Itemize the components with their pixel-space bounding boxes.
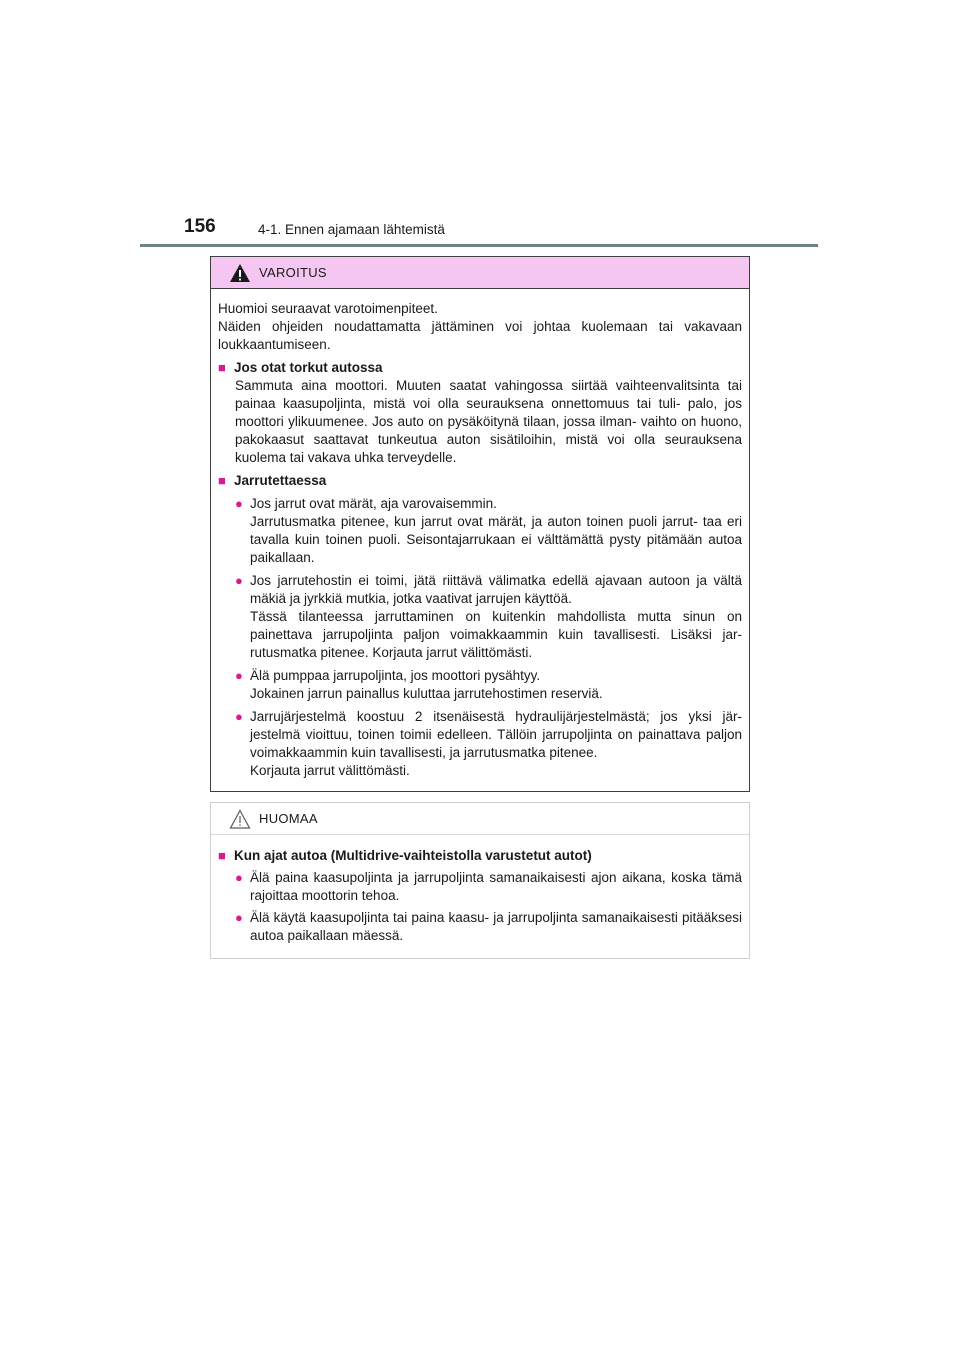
list-item xyxy=(218,572,742,662)
warning-triangle-outline-icon xyxy=(229,809,251,829)
list-item-text: Jos jarrut ovat märät, aja varovaisemmin. xyxy=(250,496,497,511)
warning-intro-line: Huomioi seuraavat varotoimenpiteet. xyxy=(218,301,438,316)
warning-box xyxy=(210,256,750,792)
list-item-text: Jokainen jarrun painallus kuluttaa jarrutehostimen reserviä. xyxy=(250,686,603,701)
section-text: Sammuta aina moottori. Muuten saatat vahingossa siirtää vaihteenvalitsinta tai painaa kaasupoljinta, mistä voi olla seurauksena onnettomuus tai tuli- palo, jos moottori ylikuumenee. Jos auto on pysäköitynä tilaan, jossa ilman- vaihto on huono, pakokaasut saattavat tunkeutua auton sisätiloihin, mistä voi olla seurauksena kuolema tai vakava uhka terveydelle. xyxy=(235,378,742,465)
square-bullet-icon: ■ xyxy=(218,473,226,488)
list-item-text: Älä käytä kaasupoljinta tai paina kaasu- ja jarrupoljinta samanaikaisesti pitääksesi autoa paikallaan mäessä. xyxy=(250,910,742,943)
section-heading-text: Jos otat torkut autossa xyxy=(234,360,383,375)
circle-bullet-icon: ● xyxy=(235,870,243,885)
warning-title: VAROITUS xyxy=(259,265,327,280)
notice-header xyxy=(211,803,749,835)
notice-body xyxy=(211,835,749,945)
list-item-text: Jos jarrutehostin ei toimi, jätä riittävä välimatka edellä ajavaan autoon ja vältä mäkiä ja jyrkkiä mutkia, jotka vaativat jarrujen käyttöä. xyxy=(250,573,742,606)
list-item-text: Älä paina kaasupoljinta ja jarrupoljinta samanaikaisesti ajon aikana, koska tämä rajoittaa moottorin tehoa. xyxy=(250,870,742,903)
section-heading-text: Jarrutettaessa xyxy=(234,473,327,488)
page-header xyxy=(0,0,960,250)
square-bullet-icon: ■ xyxy=(218,360,226,375)
circle-bullet-icon: ● xyxy=(235,668,243,683)
section-heading xyxy=(218,847,742,865)
circle-bullet-icon: ● xyxy=(235,496,243,511)
notice-title: HUOMAA xyxy=(259,811,318,826)
list-item-text: Korjauta jarrut välittömästi. xyxy=(250,763,410,778)
list-item xyxy=(218,909,742,945)
section-heading-text: Kun ajat autoa (Multidrive-vaihteistolla varustetut autot) xyxy=(234,848,592,863)
header-divider xyxy=(140,244,818,247)
notice-box xyxy=(210,802,750,959)
square-bullet-icon: ■ xyxy=(218,848,226,863)
warning-intro-line: Näiden ohjeiden noudattamatta jättäminen voi johtaa kuolemaan tai vakavaan loukkaantumiseen. xyxy=(218,319,742,352)
list-item xyxy=(218,495,742,567)
warning-triangle-icon xyxy=(229,263,251,283)
circle-bullet-icon: ● xyxy=(235,910,243,925)
warning-body xyxy=(211,289,749,780)
circle-bullet-icon: ● xyxy=(235,709,243,724)
section-title: 4-1. Ennen ajamaan lähtemistä xyxy=(258,222,445,237)
list-item-text: Älä pumppaa jarrupoljinta, jos moottori pysähtyy. xyxy=(250,668,541,683)
section-heading xyxy=(218,359,742,377)
list-item xyxy=(218,667,742,703)
list-item xyxy=(218,869,742,905)
section-heading xyxy=(218,472,742,490)
list-item xyxy=(218,708,742,780)
circle-bullet-icon: ● xyxy=(235,573,243,588)
list-item-text: Jarrutusmatka pitenee, kun jarrut ovat märät, ja auton toinen puoli jarrut- taa eri tavalla kuin toinen puoli. Seisontajarrukaan ei välttämättä pysty pitämään autoa paikallaan. xyxy=(250,514,742,565)
warning-header xyxy=(211,257,749,289)
page-number: 156 xyxy=(184,216,216,237)
list-item-text: Tässä tilanteessa jarruttaminen on kuitenkin mahdollista mutta sinun on painettava jarrupoljinta paljon voimakkaammin kuin tavallisesti. Lisäksi jar- rutusmatka pitenee. Korjauta jarrut välittömästi. xyxy=(250,609,742,660)
list-item-text: Jarrujärjestelmä koostuu 2 itsenäisestä hydraulijärjestelmästä; jos yksi jär- jestelmä vioittuu, toinen toimii edelleen. Tällöin jarrupoljinta on painattava paljon voimakkaammin kuin tavallisesti, ja jarrutusmatka pitenee. xyxy=(250,709,742,760)
